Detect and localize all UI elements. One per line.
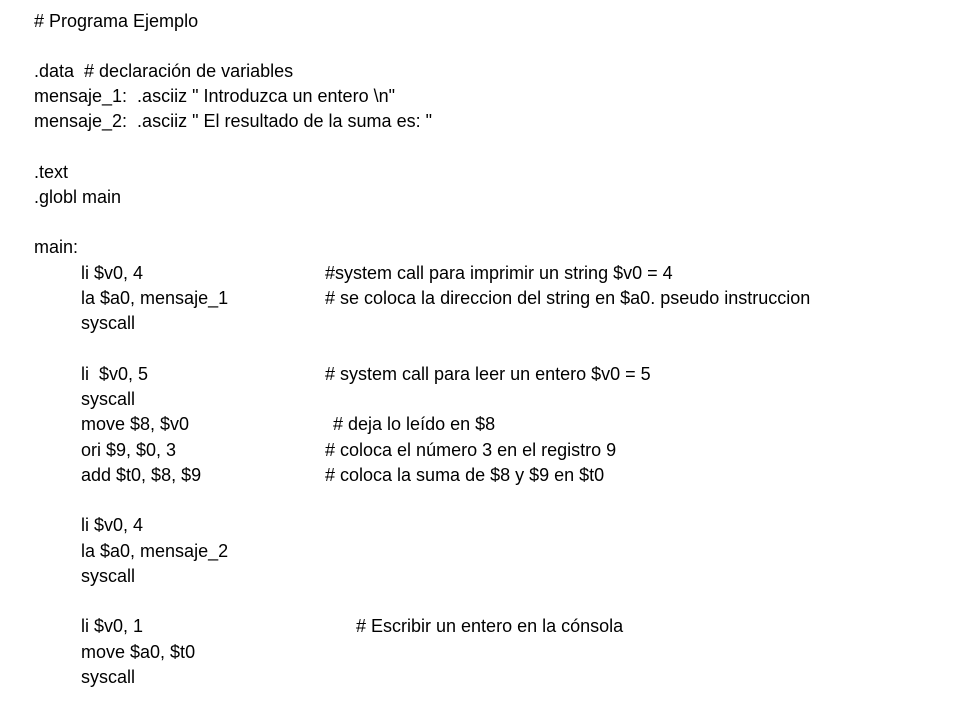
code-instruction: syscall [81, 667, 136, 687]
code-comment: # se coloca la direccion del string en $a0. pseudo instruccion [325, 288, 811, 308]
code-comment: # system call para leer un entero $v0 = 5 [325, 364, 651, 384]
code-instruction: move $8, $v0 [81, 414, 190, 434]
code-comment: # Escribir un entero en la cónsola [356, 616, 624, 636]
mensaje-1-declaration: mensaje_1: .asciiz " Introduzca un entero \n" [34, 86, 395, 106]
code-instruction: syscall [81, 566, 136, 586]
mensaje-2-declaration: mensaje_2: .asciiz " El resultado de la suma es: " [34, 111, 432, 131]
program-title-comment: # Programa Ejemplo [34, 11, 199, 31]
code-instruction: move $a0, $t0 [81, 642, 196, 662]
code-instruction: syscall [81, 313, 136, 333]
code-comment: # coloca la suma de $8 y $9 en $t0 [325, 465, 605, 485]
code-comment: #system call para imprimir un string $v0 = 4 [325, 263, 673, 283]
code-instruction: li $v0, 1 [81, 616, 144, 636]
code-instruction: li $v0, 4 [81, 515, 144, 535]
code-instruction: li $v0, 4 [81, 263, 144, 283]
code-instruction: la $a0, mensaje_1 [81, 288, 229, 308]
code-instruction: la $a0, mensaje_2 [81, 541, 229, 561]
code-instruction: li $v0, 5 [81, 364, 149, 384]
code-instruction: syscall [81, 389, 136, 409]
text-directive-line: .text [34, 162, 69, 182]
data-directive-line: .data # declaración de variables [34, 61, 294, 81]
code-instruction: ori $9, $0, 3 [81, 440, 177, 460]
main-label: main: [34, 237, 79, 257]
globl-directive-line: .globl main [34, 187, 122, 207]
code-comment: # deja lo leído en $8 [333, 414, 496, 434]
code-instruction: add $t0, $8, $9 [81, 465, 202, 485]
code-comment: # coloca el número 3 en el registro 9 [325, 440, 617, 460]
